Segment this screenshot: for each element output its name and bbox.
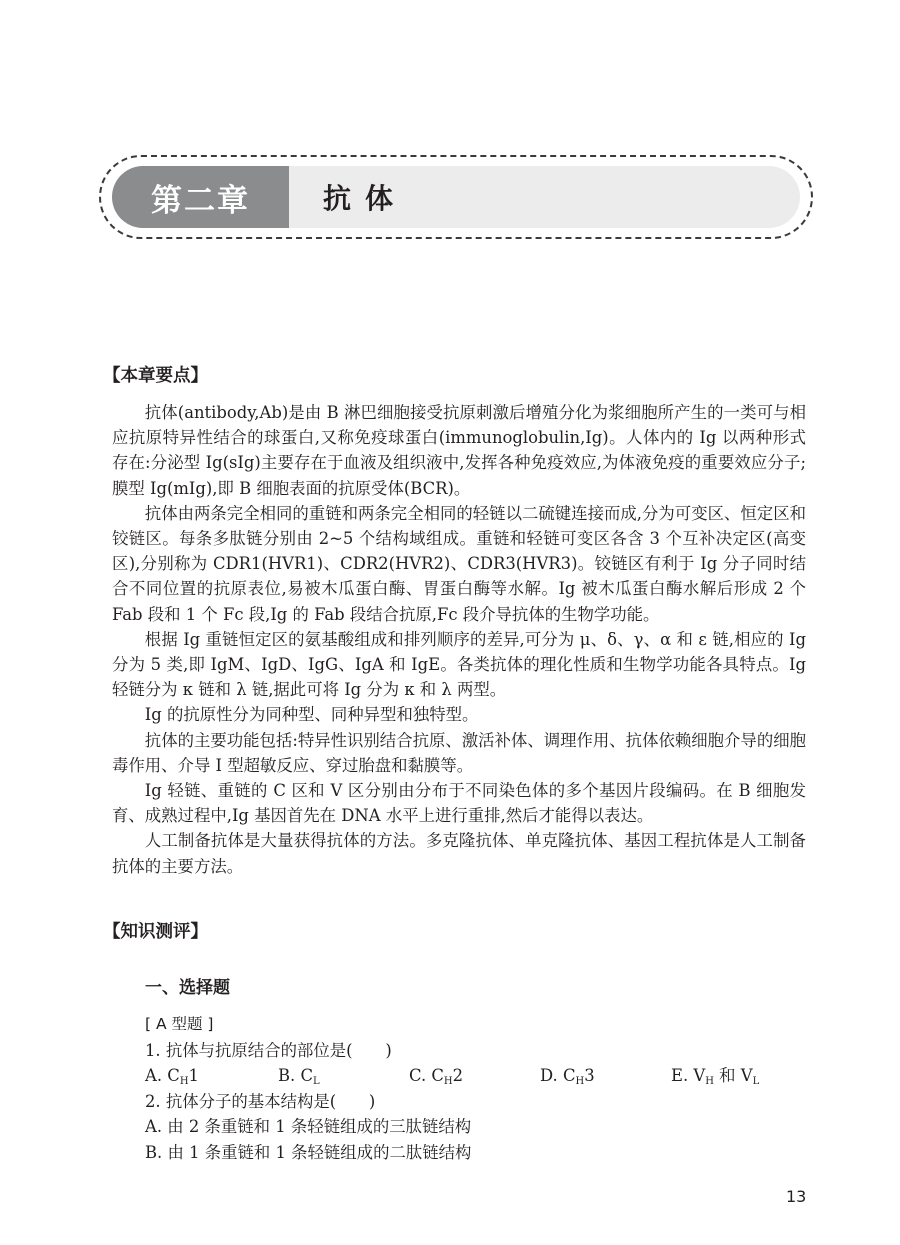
chapter-title: 抗体 [323,182,408,215]
quiz-area [145,1012,805,1165]
paragraph: 抗体(antibody,Ab)是由 B 淋巴细胞接受抗原刺激后增殖分化为浆细胞所产生的一类可与相应抗原特异性结合的球蛋白,又称免疫球蛋白(immunoglobulin,Ig)。人体内的 Ig 以两种形式存在:分泌型 Ig(sIg)主要存在于血液及组织液中,发挥各种免疫效应,为体液免疫的重要效应分子;膜型 Ig(mIg),即 B 细胞表面的抗原受体(BCR)。 [112,403,806,498]
chapter-banner [99,155,813,239]
question-1-options [145,1063,805,1089]
section-heading-key-points: 【本章要点】 [103,366,208,386]
paragraph: Ig 的抗原性分为同种型、同种异型和独特型。 [144,705,479,725]
paragraph: Ig 轻链、重链的 C 区和 V 区分别由分布于不同染色体的多个基因片段编码。在 B 细胞发育、成熟过程中,Ig 基因首先在 DNA 水平上进行重排,然后才能得以表达。 [112,781,806,826]
option-a: A. $C_H1$ [145,1066,199,1087]
section-heading-assessment: 【知识测评】 [103,922,208,942]
chapter-number: 第二章 [112,166,289,228]
option-d: D. $C_H3$ [540,1066,595,1087]
option-e: E. $V_H$ 和 $V_L$ [671,1066,760,1087]
question-2-option-b: B. 由 1 条重链和 1 条轻链组成的二肽链结构 [145,1142,472,1162]
quiz-part-title: 一、选择题 [145,978,230,998]
question-1-stem: 1. 抗体与抗原结合的部位是( ) [145,1040,392,1060]
option-b: B. $C_L$ [278,1066,320,1087]
chapter-banner-inner [112,166,800,228]
question-2-stem: 2. 抗体分子的基本结构是( ) [145,1091,376,1111]
paragraph: 抗体的主要功能包括:特异性识别结合抗原、激活补体、调理作用、抗体依赖细胞介导的细胞毒作用、介导 I 型超敏反应、穿过胎盘和黏膜等。 [112,730,806,775]
page-number: 13 [786,1187,807,1206]
key-points-body [112,400,806,879]
paragraph: 人工制备抗体是大量获得抗体的方法。多克隆抗体、单克隆抗体、基因工程抗体是人工制备抗体的主要方法。 [112,831,806,876]
paragraph: 根据 Ig 重链恒定区的氨基酸组成和排列顺序的差异,可分为 μ、δ、γ、α 和 ε 链,相应的 Ig 分为 5 类,即 IgM、IgD、IgG、IgA 和 IgE。各类抗体的理化性质和生物学功能各具特点。Ig 轻链分为 κ 链和 λ 链,据此可将 Ig 分为 κ 和 λ 两型。 [112,629,806,700]
paragraph: 抗体由两条完全相同的重链和两条完全相同的轻链以二硫键连接而成,分为可变区、恒定区和铰链区。每条多肽链分别由 2~5 个结构域组成。重链和轻链可变区各含 3 个互补决定区(高变区),分别称为 CDR1(HVR1)、CDR2(HVR2)、CDR3(HVR3)。铰链区有利于 Ig 分子同时结合不同位置的抗原表位,易被木瓜蛋白酶、胃蛋白酶等水解。Ig 被木瓜蛋白酶水解后形成 2 个 Fab 段和 1 个 Fc 段,Ig 的 Fab 段结合抗原,Fc 段介导抗体的生物学功能。 [112,503,806,624]
option-c: C. $C_H2$ [409,1066,464,1087]
question-2-option-a: A. 由 2 条重链和 1 条轻链组成的三肽链结构 [145,1117,472,1136]
question-type-label: [ A 型题 ] [145,1015,214,1033]
